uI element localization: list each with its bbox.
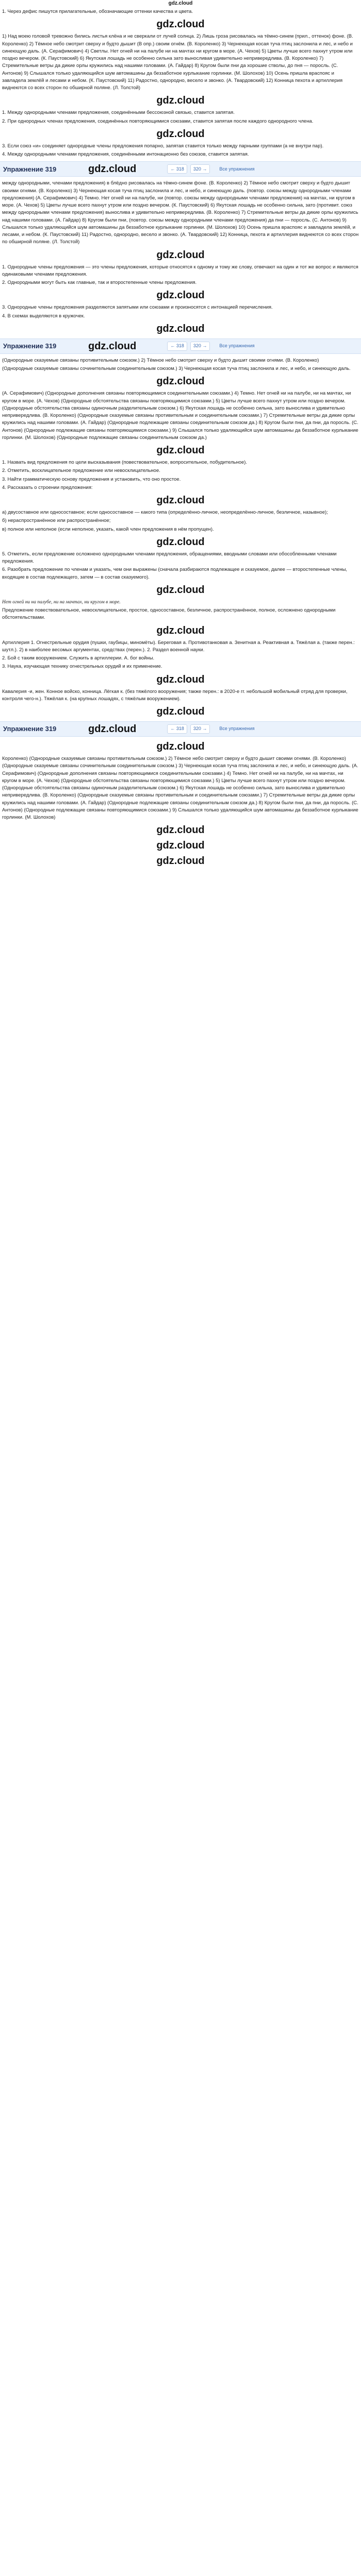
watermark: gdz.cloud bbox=[156, 840, 205, 852]
exercise-title: Упражнение 319 bbox=[3, 165, 57, 173]
watermark: gdz.cloud bbox=[156, 19, 205, 30]
watermark: gdz.cloud bbox=[156, 95, 205, 107]
next-exercise-button[interactable]: 320 → bbox=[190, 342, 210, 351]
paragraph: 6. Разобрать предложение по членам и указать, чем они выражены (сначала разбираются подлежащее и сказуемое, далее — второстепенные члены, входящие в состав подлежащего, затем — в состав сказуемого). bbox=[2, 567, 348, 580]
all-exercises-link[interactable]: Все упражнения bbox=[219, 343, 255, 348]
watermark: gdz.cloud bbox=[156, 706, 205, 717]
watermark: gdz.cloud bbox=[88, 340, 137, 352]
exercise-header bbox=[0, 721, 361, 737]
paragraph: а) двусоставное или односоставное; если односоставное — какого типа (определённо-личное, неопределённо-личное, безличное, назывное); bbox=[2, 510, 328, 515]
all-exercises-link[interactable]: Все упражнения bbox=[219, 726, 255, 732]
paragraph: 3. Если союз «и» соединяет однородные члены предложения попарно, запятая ставится только между парными группами (а не внутри пар). bbox=[2, 143, 324, 149]
paragraph: 5. Отметить, если предложение осложнено однородными членами предложения, обращениями, вводными словами или обособленными членами предложения. bbox=[2, 551, 337, 564]
paragraph: 1. Однородные члены предложения — это члены предложения, которые относятся к одному и тому же слову, отвечают на один и тот же вопрос и являются одинаковыми членами предложения. bbox=[2, 264, 358, 277]
watermark: gdz.cloud bbox=[156, 249, 205, 261]
watermark: gdz.cloud bbox=[156, 584, 205, 596]
exercise-nav bbox=[167, 724, 210, 734]
paragraph: Кавалерия -и, жен. Конное войско, конница. Лёгкая к. (без тяжёлого вооружения; также перен.: в 2020-е гг. небольшой мобильный отряд для проверки, контроля чего-н.). Тяжёлая к. (на крупных лошадях, с тяжёлым вооружением). bbox=[2, 688, 348, 702]
paragraph: (Однородные сказуемые связаны сочинительным соединительным союзом.) 3) Чернеющая косая туча птиц заслонила и лес, и небо, и синеющую даль. bbox=[2, 366, 351, 371]
watermark: gdz.cloud bbox=[88, 163, 137, 175]
watermark: gdz.cloud bbox=[156, 445, 205, 456]
paragraph: 4. Между однородными членами предложения, соединёнными интонационно без союзов, ставится запятая. bbox=[2, 151, 249, 157]
paragraph: между однородными, членами предложения) в блёдно рисовалась на тёмно-синем фоне. (В. Короленко) 2) Тёмное небо смотрит сверху и будто дышит своими огнями. (В. Короленко) 3) Чернеющая косая туча птиц заслонила и лес, и небо, и синеющую даль. (повтор. союзы между однородными членами предложения) (А. Серафимович) 4) Темно. Нет огней ни на палубе, ни (повтор. союзы между однородными членами предложения) на мачтах, ни кругом в море. (А. Чехов) 5) Цветы лучше всего пахнут утром или поздно вечером. (К. Паустовский) 6) Якутская лошадь не особенно сильна, зато (противит. союз между однородными членами предложения) вынослива и удивительно непривередлива. (В. Короленко) 7) Стремительные ветры да дикие орлы кружились над нашими головами. (А. Гайдар) 8) Кругом были пни, (повтор. союзы между однородными членами предложения) да пни — поросль. (С. Антонов) 9) Слышался только удаляющийся шум автомашины да беззаботное курлыкание горлинки. (М. Шолохов) 10) Осень пришла враспояс и завладела землёй, и лесами, и небом. (К. Паустовский) 11) Радостно, однородно, весело и звонко. (А. Твардовский) 12) Конница, пехота и артиллерия виднеются со всех сторон по обширной поляне. (Л. Толстой) bbox=[2, 180, 359, 245]
exercise-nav bbox=[167, 164, 210, 174]
paragraph: 3. Однородные члены предложения разделяются запятыми или союзами и произносятся с интонацией перечисления. bbox=[2, 304, 273, 311]
section-1 bbox=[2, 8, 359, 158]
paragraph: б) нераспространённое или распространённое; bbox=[2, 518, 111, 524]
exercise-title: Упражнение 319 bbox=[3, 725, 57, 733]
paragraph: Короленко) (Однородные сказуемые связаны противительным союзом.) 2) Тёмное небо смотрит сверху и будто дышит своими огнями. (В. Короленко) (Однородные сказуемые связаны сочинительным соединительным союзом.) 3) Чернеющая косая туча птиц заслонила и лес, и небо, и синеющую даль. (А. Серафимович) (Однородные дополнения связаны повторяющимися соединительными союзами.) 4) Темно. Нет огней ни на палубе, ни на мачтах, ни кругом в море. (А. Чехов) (Однородные обстоятельства связаны повторяющимися союзами.) 5) Цветы лучше всего пахнут утром или поздно вечером. (Однородные обстоятельства связаны одиночным разделительным союзом.) 6) Якутская лошадь не особенно сильна, зато вынослива и удивительно непривередлива. (В. Короленко) (Однородные сказуемые связаны противительным и соединительным союзами.) 7) Стремительные ветры да дикие орлы кружились над нашими головами. (А. Гайдар) (Однородные подлежащие связаны соединительным союзом да.) 8) Кругом были пни, да пни, да поросль. (С. Антонов) (Однородные подлежащие связаны повторяющимися союзами.) 9) Слышался только удаляющийся шум автомашины да беззаботное курлыкание горлинки. (М. Шолохов) bbox=[2, 756, 358, 820]
paragraph: 2. Бой с таким вооружением. Служить в артиллерии. А. бог войны. bbox=[2, 655, 155, 661]
paragraph: 1) Над моею головой тревожно бились листья клёна и не сверкали от лучей солнца. 2) Лишь гроза рисовалась на тёмно-синем (прил., оттенок) фоне. (В. Короленко) 2) Тёмное небо смотрит сверху и будто дышит (В опр.) своим огнём. (В. Короленко) 3) Чернеющая косая туча птиц заслонила и лес, и небо и синеющую даль. (А. Серафимович) 4) Светлы. Нет огней ни на палубе ни на мачтах ни кругом в море. (А. Чехов) 5) Цветы лучше всего пахнут утром или поздно вечером. (К. Паустовский) 6) Якутская лошадь не особенно сильна зато выносливая удивительно непривередлива. (В. Короленко) 7) Стремительные ветры да дикие орлы кружились над нашими головами. (А. Гайдар) 8) Кругом были пни да хорошие стволы, до пня — поросль. (С. Антонов) 9) Слышался только удаляющийся шум автомашины да беззаботное курлыкание горлинки. (М. Шолохов) 10) Осень пришла враспояс и завладела землёй и лесами и небом. (К. Паустовский) 11) Радостно, однородно, весело и звонко. (А. Твардовский) 12) Конница пехота и артиллерия виднеются со всех сторон по обширной поляне. (Л. Толстой) bbox=[2, 33, 353, 91]
paragraph: (Однородные сказуемые связаны противительным союзом.) 2) Тёмное небо смотрит сверху и будто дышит своими огнями. (В. Короленко) bbox=[2, 357, 319, 363]
watermark: gdz.cloud bbox=[156, 376, 205, 387]
watermark: gdz.cloud bbox=[156, 624, 205, 636]
watermark: gdz.cloud bbox=[156, 536, 205, 548]
paragraph: 1. Между однородными членами предложения, соединёнными бессоюзной связью, ставится запятая. bbox=[2, 110, 235, 116]
next-exercise-button[interactable]: 320 → bbox=[190, 164, 210, 174]
exercise-title: Упражнение 319 bbox=[3, 342, 57, 350]
example-sentence: Нет огней ни на палубе, ни на мачтах, ни кругом в море. bbox=[2, 599, 121, 605]
paragraph: 2. При однородных членах предложения, соединённых повторяющимися союзами, ставится запятая после каждого однородного члена. bbox=[2, 118, 314, 124]
paragraph: в) полное или неполное (если неполное, указать, какой член предложения в нём пропущен). bbox=[2, 526, 214, 532]
paragraph: 2. Однородными могут быть как главные, так и второстепенные члены предложения. bbox=[2, 280, 197, 285]
paragraph: (А. Серафимович) (Однородные дополнения связаны повторяющимися соединительными союзами.) 4) Темно. Нет огней ни на палубе, ни на мачтах, ни кругом в море. (А. Чехов) (Однородные обстоятельства связаны повторяющимися союзами.) 5) Цветы лучше всего пахнут утром или поздно вечером. (Однородные обстоятельства связаны одиночным разделительным союзом.) 6) Якутская лошадь не особенно сильна, зато вынослива и удивительно непривередлива. (В. Короленко) (Однородные сказуемые связаны противительным и соединительным союзами.) 7) Стремительные ветры да дикие орлы кружились над нашими головами. (А. Гайдар) (Однородные подлежащие связаны соединительным союзом да.) 8) Кругом были пни, да пни, да поросль. (С. Антонов) (Однородные подлежащие связаны повторяющимися союзами.) 9) Слышался только удаляющийся шум автомашины да беззаботное курлыкание горлинки. (М. Шолохов) (Однородные подлежащие связаны соединительным союзом да.) bbox=[2, 391, 358, 440]
all-exercises-link[interactable]: Все упражнения bbox=[219, 166, 255, 172]
watermark: gdz.cloud bbox=[156, 495, 205, 506]
watermark: gdz.cloud bbox=[156, 323, 205, 334]
watermark: gdz.cloud bbox=[156, 824, 205, 836]
paragraph: 1. Через дефис пишутся прилагательные, обозначающие оттенки качества и цвета. bbox=[2, 9, 193, 14]
watermark: gdz.cloud bbox=[156, 128, 205, 140]
section-4 bbox=[2, 740, 359, 868]
paragraph: Артиллерия 1. Огнестрельные орудия (пушки, гаубицы, миномёты). Береговая а. Противотанковая а. Зенитная а. Реактивная а. Тяжёлая а. (также перен.: шутл.). 2) в наиболее весомых аргументах, средствах (перен.). 2. Раздел военной науки. bbox=[2, 639, 355, 653]
watermark: gdz.cloud bbox=[168, 1, 193, 6]
prev-exercise-button[interactable]: ← 318 bbox=[167, 724, 187, 734]
paragraph: 3. Найти грамматическую основу предложения и установить, что оно простое. bbox=[2, 476, 181, 482]
exercise-nav bbox=[167, 342, 210, 351]
watermark: gdz.cloud bbox=[156, 290, 205, 301]
prev-exercise-button[interactable]: ← 318 bbox=[167, 164, 187, 174]
exercise-header bbox=[0, 161, 361, 177]
paragraph: 4. Рассказать о строении предложения: bbox=[2, 484, 93, 490]
watermark: gdz.cloud bbox=[156, 741, 205, 752]
exercise-header bbox=[0, 338, 361, 354]
watermark: gdz.cloud bbox=[88, 723, 137, 735]
next-exercise-button[interactable]: 320 → bbox=[190, 724, 210, 734]
paragraph: 1. Назвать вид предложения по цели высказывания (повествовательное, вопросительное, побудительное). bbox=[2, 460, 248, 465]
section-3 bbox=[2, 357, 359, 718]
paragraph: 2. Отметить, восклицательное предложение или невосклицательное. bbox=[2, 468, 160, 474]
page bbox=[0, 0, 361, 880]
watermark: gdz.cloud bbox=[156, 855, 205, 867]
section-2 bbox=[2, 180, 359, 335]
prev-exercise-button[interactable]: ← 318 bbox=[167, 342, 187, 351]
watermark: gdz.cloud bbox=[156, 673, 205, 685]
paragraph: 4. В схемах выделяются в кружочек. bbox=[2, 313, 85, 319]
paragraph: 3. Наука, изучающая технику огнестрельных орудий и их применение. bbox=[2, 664, 162, 670]
paragraph: Предложение повествовательное, невосклицательное, простое, односоставное, безличное, распространённое, полное, осложнено однородными обстоятельствами. bbox=[2, 607, 336, 621]
